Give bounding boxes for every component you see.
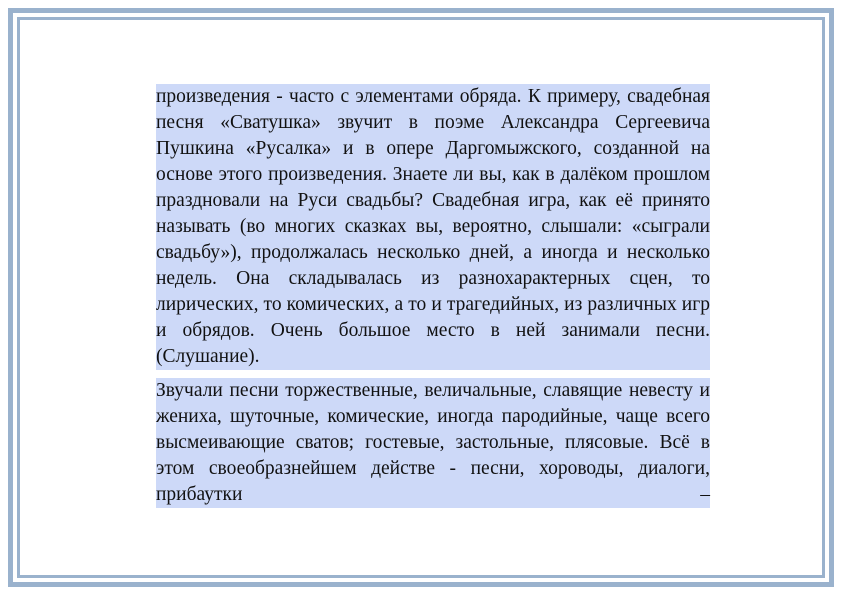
paragraph-spacer xyxy=(156,370,710,378)
text-block xyxy=(156,84,710,508)
paragraph-2: Звучали песни торжественные, величальные, славящие невесту и жениха, шуточные, комические, иногда пародийные, чаще всего высмеивающие сватов; гостевые, застольные, плясовые. Всё в этом своеобразнейшем действе - песни, хороводы, диалоги, прибаутки – xyxy=(156,378,710,508)
paragraph-1: произведения - часто с элементами обряда. К примеру, свадебная песня «Сватушка» звучит в поэме Александра Сергеевича Пушкина «Русалка» и в опере Даргомыжского, созданной на основе этого произведения. Знаете ли вы, как в далёком прошлом праздновали на Руси свадьбы? Свадебная игра, как её принято называть (во многих сказках вы, вероятно, слышали: «сыграли свадьбу»), продолжалась несколько дней, а иногда и несколько недель. Она складывалась из разнохарактерных сцен, то лирических, то комических, а то и трагедийных, из различных игр и обрядов. Очень большое место в ней занимали песни. (Слушание). xyxy=(156,84,710,370)
